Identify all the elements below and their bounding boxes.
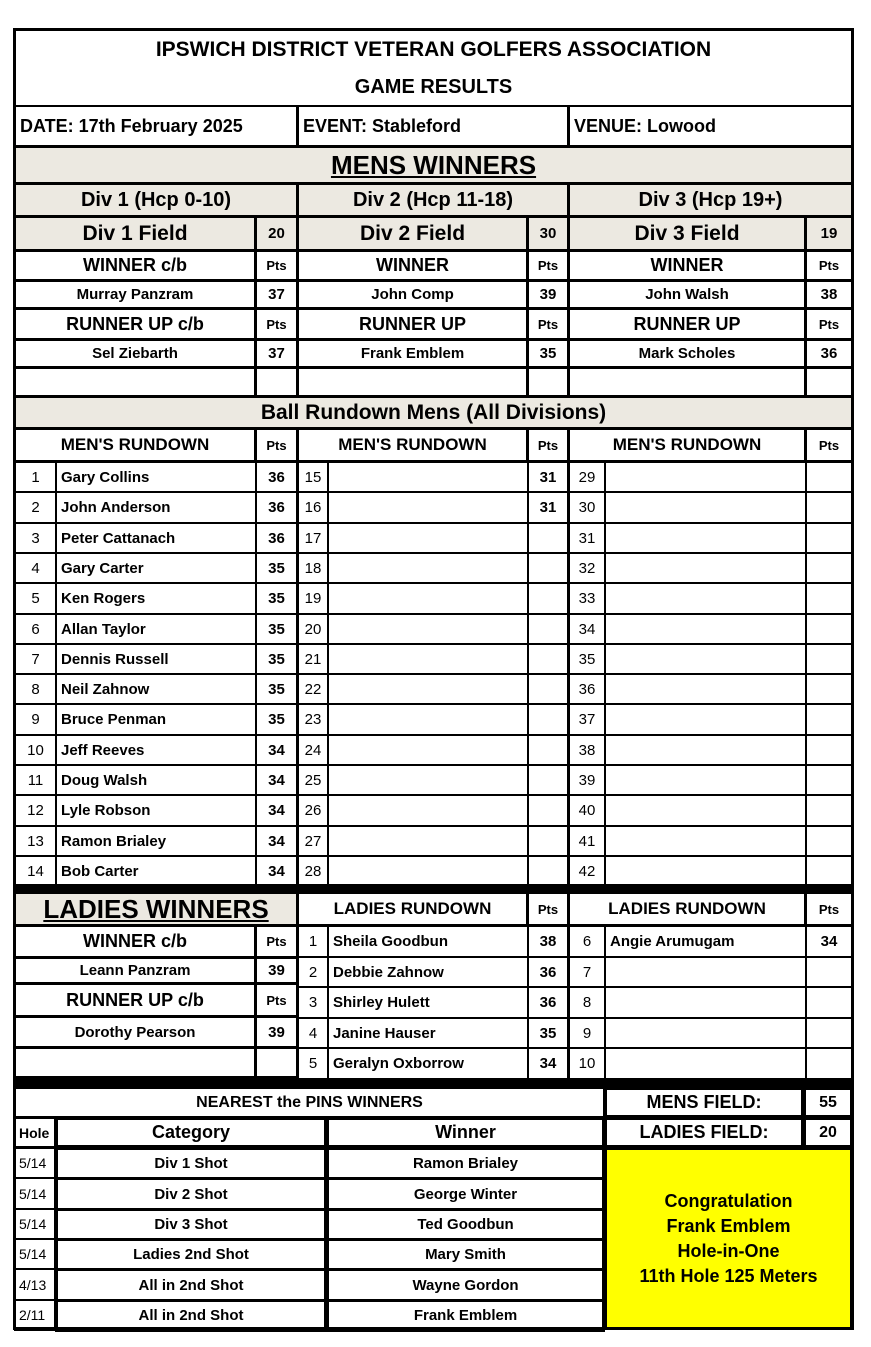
pin-winner: Mary Smith (326, 1238, 605, 1271)
ladies-rundown-rank: 8 (568, 986, 606, 1019)
div1-winner-pts: 37 (255, 280, 298, 309)
ladies-rundown-name: Angie Arumugam (604, 925, 807, 958)
event-cell: EVENT: Stableford (297, 105, 569, 147)
rundown-rank: 40 (568, 794, 606, 827)
page-subtitle: GAME RESULTS (354, 75, 513, 98)
rundown-rank: 33 (568, 582, 606, 615)
rundown-rank: 21 (297, 643, 329, 675)
rundown-rank: 24 (297, 734, 329, 766)
div2-runner-pts-label: Pts (527, 308, 569, 340)
rundown-player-pts (805, 491, 853, 524)
ladies-winner-label: WINNER c/b (14, 925, 256, 958)
rundown-player-name (327, 764, 529, 796)
ball-rundown-title: Ball Rundown Mens (All Divisions) (14, 396, 853, 429)
div1-pts-label: Pts (255, 250, 298, 281)
rundown-player-name (327, 734, 529, 766)
mens-field-count: 55 (803, 1087, 853, 1118)
pin-category: Ladies 2nd Shot (55, 1238, 327, 1271)
rundown-player-pts (805, 582, 853, 615)
rundown-player-name (604, 794, 807, 827)
div1-runner-pts-label: Pts (255, 308, 298, 340)
div1-field-label: Div 1 Field (14, 216, 256, 251)
empty-cell (527, 367, 569, 397)
rundown-player-name: Doug Walsh (55, 764, 257, 796)
rundown-player-pts: 35 (255, 703, 298, 736)
pin-winner: Wayne Gordon (326, 1268, 605, 1302)
rundown-player-name: Peter Cattanach (55, 522, 257, 554)
ladies-rundown-pts: 36 (527, 956, 569, 988)
ladies-rundown-rank: 1 (297, 925, 329, 958)
rundown-player-name (327, 522, 529, 554)
div2-runner-label: RUNNER UP (297, 308, 528, 340)
div3-runner-pts: 36 (805, 339, 853, 368)
rundown-rank: 30 (568, 491, 606, 524)
section-divider (14, 884, 853, 892)
rundown-player-name (327, 552, 529, 584)
div3-header: Div 3 (Hcp 19+) (568, 183, 853, 217)
div1-runner-name: Sel Ziebarth (14, 339, 256, 368)
pin-hole: 5/14 (14, 1177, 56, 1210)
rundown-player-pts (805, 461, 853, 493)
div3-winner-pts: 38 (805, 280, 853, 309)
ladies-rundown-pts (805, 1047, 853, 1080)
rundown-col3-pts: Pts (805, 428, 853, 462)
date-cell: DATE: 17th February 2025 (14, 105, 298, 147)
div3-runner-label: RUNNER UP (568, 308, 806, 340)
ladies-winner-name: Leann Panzram (14, 957, 256, 984)
div2-pts-label: Pts (527, 250, 569, 281)
rundown-player-pts: 36 (255, 522, 298, 554)
rundown-player-name: Gary Collins (55, 461, 257, 493)
div1-header: Div 1 (Hcp 0-10) (14, 183, 298, 217)
rundown-rank: 3 (14, 522, 57, 554)
rundown-player-name: John Anderson (55, 491, 257, 524)
div3-runner-name: Mark Scholes (568, 339, 806, 368)
pin-category: All in 2nd Shot (55, 1268, 327, 1302)
ladies-rundown-pts (805, 986, 853, 1019)
ladies-rundown-name: Debbie Zahnow (327, 956, 529, 988)
empty-cell (14, 367, 256, 397)
rundown-rank: 41 (568, 825, 606, 857)
rundown-player-pts (805, 613, 853, 645)
congrats-line-2: Frank Emblem (666, 1215, 791, 1236)
rundown-player-name: Bruce Penman (55, 703, 257, 736)
rundown-player-name (327, 613, 529, 645)
rundown-player-name: Jeff Reeves (55, 734, 257, 766)
pin-category: Div 1 Shot (55, 1147, 327, 1180)
rundown-rank: 36 (568, 673, 606, 705)
rundown-player-pts: 35 (255, 582, 298, 615)
rundown-rank: 9 (14, 703, 57, 736)
rundown-player-pts (805, 794, 853, 827)
rundown-player-pts: 36 (255, 461, 298, 493)
rundown-player-pts: 34 (255, 825, 298, 857)
div3-pts-label: Pts (805, 250, 853, 281)
rundown-player-name (604, 734, 807, 766)
rundown-rank: 32 (568, 552, 606, 584)
rundown-player-pts (527, 825, 569, 857)
empty-cell (255, 1047, 298, 1078)
rundown-rank: 27 (297, 825, 329, 857)
rundown-player-pts (527, 582, 569, 615)
pin-winner: Ted Goodbun (326, 1208, 605, 1241)
rundown-player-name (604, 461, 807, 493)
ladies-field-count: 20 (803, 1117, 853, 1148)
ladies-runner-pts: 39 (255, 1016, 298, 1048)
pins-winner-header: Winner (326, 1117, 605, 1148)
div2-winner-name: John Comp (297, 280, 528, 309)
rundown-player-pts (527, 764, 569, 796)
ladies-rundown-rank: 9 (568, 1017, 606, 1049)
div3-winner-label: WINNER (568, 250, 806, 281)
ladies-rundown-pts: 35 (527, 1017, 569, 1049)
rundown-player-pts (805, 522, 853, 554)
pin-category: All in 2nd Shot (55, 1299, 327, 1332)
empty-cell (805, 367, 853, 397)
rundown-player-name (604, 613, 807, 645)
rundown-player-name: Dennis Russell (55, 643, 257, 675)
div2-winner-pts: 39 (527, 280, 569, 309)
div1-runner-pts: 37 (255, 339, 298, 368)
rundown-player-name: Lyle Robson (55, 794, 257, 827)
ladies-winner-pts-label: Pts (255, 925, 298, 958)
rundown-col1-header: MEN'S RUNDOWN (14, 428, 256, 462)
empty-cell (297, 367, 528, 397)
ladies-rundown-pts: 34 (805, 925, 853, 958)
rundown-player-name (327, 582, 529, 615)
pin-winner: George Winter (326, 1177, 605, 1211)
ladies-rundown-rank: 3 (297, 986, 329, 1019)
mens-winners-title: MENS WINNERS (14, 146, 853, 184)
rundown-player-pts (805, 825, 853, 857)
rundown-col2-pts: Pts (527, 428, 569, 462)
rundown-rank: 26 (297, 794, 329, 827)
rundown-player-pts: 31 (527, 461, 569, 493)
rundown-player-pts (805, 764, 853, 796)
ladies-rundown-name: Shirley Hulett (327, 986, 529, 1019)
rundown-player-name (604, 703, 807, 736)
div3-field-label: Div 3 Field (568, 216, 806, 251)
rundown-player-name (604, 491, 807, 524)
rundown-player-pts (527, 703, 569, 736)
pin-hole: 5/14 (14, 1238, 56, 1270)
rundown-player-pts: 35 (255, 613, 298, 645)
rundown-col2-header: MEN'S RUNDOWN (297, 428, 528, 462)
pin-hole: 2/11 (14, 1299, 56, 1331)
div3-winner-name: John Walsh (568, 280, 806, 309)
rundown-player-pts: 36 (255, 491, 298, 524)
ladies-rundown-rank: 4 (297, 1017, 329, 1049)
rundown-rank: 35 (568, 643, 606, 675)
pins-title: NEAREST the PINS WINNERS (14, 1087, 605, 1118)
rundown-rank: 17 (297, 522, 329, 554)
hole-in-one-banner (604, 1147, 853, 1330)
pins-hole-header: Hole (14, 1117, 56, 1148)
section-divider (14, 1078, 853, 1087)
div2-runner-name: Frank Emblem (297, 339, 528, 368)
empty-cell (255, 367, 298, 397)
rundown-player-pts (527, 522, 569, 554)
rundown-player-pts (805, 643, 853, 675)
rundown-col3-header: MEN'S RUNDOWN (568, 428, 806, 462)
pin-winner: Ramon Brialey (326, 1147, 605, 1180)
ladies-rundown-rank: 6 (568, 925, 606, 958)
ladies-rundown-name (604, 986, 807, 1019)
pin-category: Div 3 Shot (55, 1208, 327, 1241)
rundown-rank: 7 (14, 643, 57, 675)
div2-field-count: 30 (527, 216, 569, 251)
rundown-player-pts: 35 (255, 552, 298, 584)
ladies-rundown-rank: 7 (568, 956, 606, 988)
rundown-player-pts: 34 (255, 794, 298, 827)
rundown-player-pts (527, 855, 569, 887)
rundown-rank: 8 (14, 673, 57, 705)
div2-header: Div 2 (Hcp 11-18) (297, 183, 569, 217)
rundown-player-name (604, 552, 807, 584)
rundown-player-name (604, 643, 807, 675)
rundown-player-name: Ramon Brialey (55, 825, 257, 857)
rundown-player-pts (527, 552, 569, 584)
rundown-player-name (604, 855, 807, 887)
empty-cell (14, 1047, 256, 1078)
rundown-player-pts (527, 673, 569, 705)
rundown-player-name: Gary Carter (55, 552, 257, 584)
venue-cell: VENUE: Lowood (568, 105, 853, 147)
ladies-rundown-pts: 34 (527, 1047, 569, 1080)
div3-runner-pts-label: Pts (805, 308, 853, 340)
ladies-rundown-pts: 36 (527, 986, 569, 1019)
ladies-rundown-rank: 10 (568, 1047, 606, 1080)
rundown-rank: 34 (568, 613, 606, 645)
rundown-player-name (327, 855, 529, 887)
rundown-rank: 5 (14, 582, 57, 615)
ladies-rundown-rank: 2 (297, 956, 329, 988)
rundown-rank: 1 (14, 461, 57, 493)
ladies-rundown-name: Sheila Goodbun (327, 925, 529, 958)
ladies-winners-title: LADIES WINNERS (14, 892, 298, 926)
rundown-player-name (604, 522, 807, 554)
rundown-player-pts (805, 734, 853, 766)
rundown-rank: 16 (297, 491, 329, 524)
ladies-rundown-pts (805, 1017, 853, 1049)
div2-runner-pts: 35 (527, 339, 569, 368)
rundown-player-name (327, 673, 529, 705)
rundown-player-name: Ken Rogers (55, 582, 257, 615)
ladies-runner-pts-label: Pts (255, 983, 298, 1017)
ladies-rundown-header-2: LADIES RUNDOWN (568, 892, 806, 926)
rundown-player-pts: 35 (255, 643, 298, 675)
association-title: IPSWICH DISTRICT VETERAN GOLFERS ASSOCIATION (155, 38, 712, 61)
congrats-line-3: Hole-in-One (677, 1240, 780, 1261)
pin-hole: 4/13 (14, 1268, 56, 1301)
rundown-player-name (327, 643, 529, 675)
div2-field-label: Div 2 Field (297, 216, 528, 251)
rundown-player-pts (805, 552, 853, 584)
rundown-rank: 38 (568, 734, 606, 766)
rundown-col1-pts: Pts (255, 428, 298, 462)
rundown-rank: 37 (568, 703, 606, 736)
ladies-rundown-rank: 5 (297, 1047, 329, 1080)
rundown-rank: 18 (297, 552, 329, 584)
div1-runner-label: RUNNER UP c/b (14, 308, 256, 340)
rundown-player-pts (805, 673, 853, 705)
ladies-runner-name: Dorothy Pearson (14, 1016, 256, 1048)
congrats-line-1: Congratulation (664, 1190, 793, 1211)
rundown-player-pts: 31 (527, 491, 569, 524)
ladies-rundown-name (604, 956, 807, 988)
ladies-rundown-pts-1: Pts (527, 892, 569, 926)
rundown-player-name (327, 491, 529, 524)
ladies-rundown-header-1: LADIES RUNDOWN (297, 892, 528, 926)
rundown-rank: 11 (14, 764, 57, 796)
rundown-player-pts (527, 794, 569, 827)
div2-winner-label: WINNER (297, 250, 528, 281)
ladies-rundown-name: Janine Hauser (327, 1017, 529, 1049)
rundown-rank: 4 (14, 552, 57, 584)
rundown-player-name: Allan Taylor (55, 613, 257, 645)
rundown-rank: 22 (297, 673, 329, 705)
rundown-rank: 10 (14, 734, 57, 766)
ladies-rundown-pts: 38 (527, 925, 569, 958)
rundown-rank: 20 (297, 613, 329, 645)
rundown-player-pts: 35 (255, 673, 298, 705)
rundown-player-pts: 34 (255, 734, 298, 766)
rundown-player-pts (527, 643, 569, 675)
rundown-rank: 39 (568, 764, 606, 796)
ladies-runner-label: RUNNER UP c/b (14, 983, 256, 1017)
rundown-player-name (604, 673, 807, 705)
pin-category: Div 2 Shot (55, 1177, 327, 1211)
div1-winner-name: Murray Panzram (14, 280, 256, 309)
rundown-player-name (604, 825, 807, 857)
rundown-rank: 14 (14, 855, 57, 887)
congrats-line-4: 11th Hole 125 Meters (639, 1265, 818, 1286)
rundown-rank: 25 (297, 764, 329, 796)
pin-hole: 5/14 (14, 1147, 56, 1179)
rundown-player-name (604, 582, 807, 615)
ladies-rundown-pts (805, 956, 853, 988)
rundown-player-pts: 34 (255, 764, 298, 796)
rundown-player-name (327, 794, 529, 827)
ladies-winner-pts: 39 (255, 957, 298, 984)
rundown-player-name: Bob Carter (55, 855, 257, 887)
rundown-player-pts (527, 613, 569, 645)
rundown-player-name (327, 703, 529, 736)
empty-cell (568, 367, 806, 397)
rundown-rank: 23 (297, 703, 329, 736)
rundown-rank: 12 (14, 794, 57, 827)
pin-winner: Frank Emblem (326, 1299, 605, 1332)
pins-category-header: Category (55, 1117, 327, 1148)
rundown-rank: 19 (297, 582, 329, 615)
div3-field-count: 19 (805, 216, 853, 251)
ladies-rundown-name (604, 1047, 807, 1080)
rundown-rank: 2 (14, 491, 57, 524)
rundown-player-name (327, 461, 529, 493)
rundown-rank: 6 (14, 613, 57, 645)
rundown-rank: 29 (568, 461, 606, 493)
rundown-rank: 13 (14, 825, 57, 857)
rundown-rank: 42 (568, 855, 606, 887)
ladies-rundown-name: Geralyn Oxborrow (327, 1047, 529, 1080)
ladies-field-label: LADIES FIELD: (604, 1117, 804, 1148)
rundown-player-pts: 34 (255, 855, 298, 887)
div1-field-count: 20 (255, 216, 298, 251)
rundown-player-pts (805, 703, 853, 736)
rundown-player-name: Neil Zahnow (55, 673, 257, 705)
rundown-rank: 31 (568, 522, 606, 554)
ladies-rundown-name (604, 1017, 807, 1049)
mens-field-label: MENS FIELD: (604, 1087, 804, 1118)
rundown-player-pts (805, 855, 853, 887)
rundown-player-name (327, 825, 529, 857)
rundown-player-name (604, 764, 807, 796)
ladies-rundown-pts-2: Pts (805, 892, 853, 926)
rundown-player-pts (527, 734, 569, 766)
rundown-rank: 15 (297, 461, 329, 493)
div1-winner-label: WINNER c/b (14, 250, 256, 281)
rundown-rank: 28 (297, 855, 329, 887)
pin-hole: 5/14 (14, 1208, 56, 1240)
